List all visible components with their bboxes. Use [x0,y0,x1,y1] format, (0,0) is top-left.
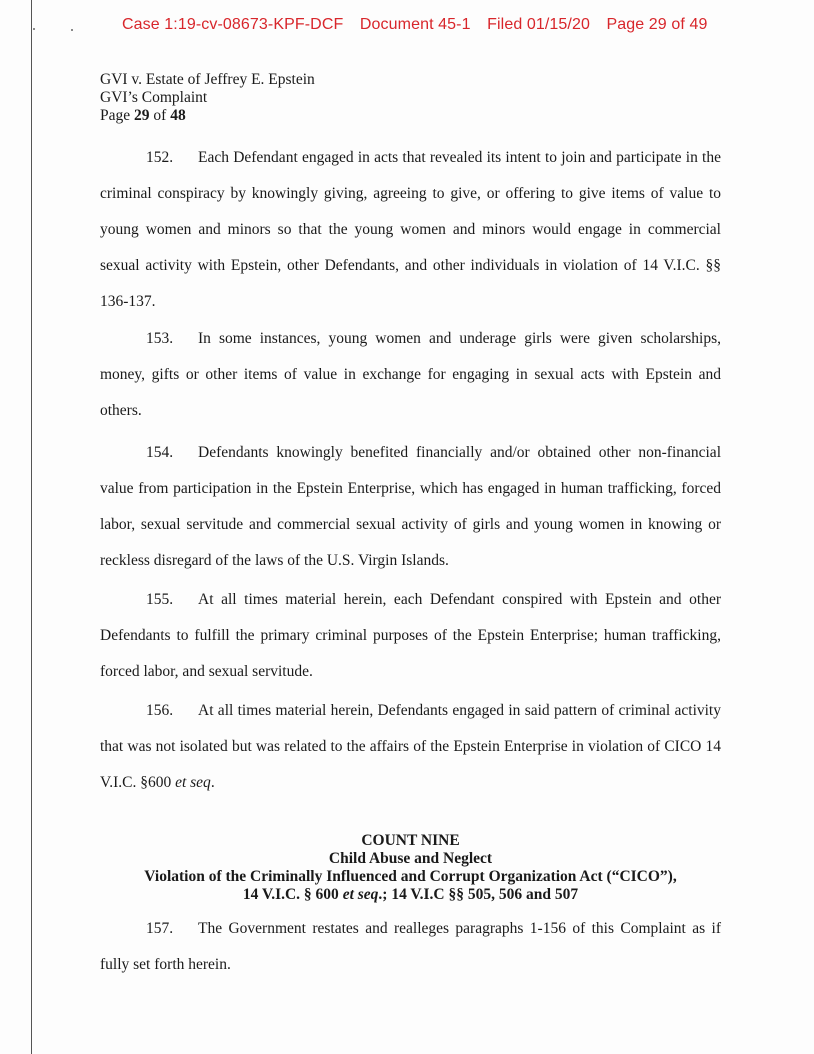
paragraph-number: 156. [146,702,174,719]
scan-speck [71,29,73,31]
count-subtitle: Child Abuse and Neglect [328,850,493,867]
paragraph-text: The Government restates and realleges paragraphs 1-156 of this Complaint as if fully set forth herein. [100,920,721,973]
page-label: Page [100,107,135,124]
scan-speck [33,28,35,30]
paragraph-end: . [210,774,215,791]
paragraph-text: In some instances, young women and underage girls were given scholarships, money, gifts or other items of value in exchange for engaging in sexual acts with Epstein and others. [100,330,721,419]
paragraph-152 [100,140,721,320]
paragraph-156 [100,693,721,801]
document-caption [100,71,315,125]
paragraph-text: At all times material herein, each Defendant conspired with Epstein and other Defendants to fulfill the primary criminal purposes of the Epstein Enterprise; human trafficking, forced labor, and sexual servitude. [100,591,721,680]
scan-edge-line [31,0,32,1054]
count-statute-line: Violation of the Criminally Influenced and Corrupt Organization Act (“CICO”), [144,868,677,885]
count-heading [100,832,721,904]
paragraph-number: 155. [146,591,174,608]
case-number: Case 1:19-cv-08673-KPF-DCF [122,16,344,33]
citation-et-seq: et seq [342,886,379,903]
page-current: 29 [134,107,150,124]
page-total: 48 [170,107,186,124]
citation-part-b: .; 14 V.I.C §§ 505, 506 and 507 [378,886,579,903]
paragraph-153 [100,321,721,429]
et-seq: et seq [175,774,211,791]
paragraph-number: 153. [146,330,174,347]
caption-document-title: GVI’s Complaint [100,89,208,106]
paragraph-number: 152. [146,149,174,166]
paragraph-154 [100,435,721,579]
paragraph-text: At all times material herein, Defendants engaged in said pattern of criminal activity that was not isolated but was related to the affairs of the Epstein Enterprise in violation of CICO 14 V.I.C. §600 [100,702,721,791]
paragraph-number: 157. [146,920,174,937]
paragraph-text: Defendants knowingly benefited financially and/or obtained other non-financial value from participation in the Epstein Enterprise, which has engaged in human trafficking, forced labor, sexual servitude and commercial sexual activity of girls and young women in knowing or reckless disregard of the laws of the U.S. Virgin Islands. [100,444,721,569]
count-title: COUNT NINE [361,832,460,849]
count-citation-line [100,886,721,904]
ecf-page-number: Page 29 of 49 [606,16,708,33]
paragraph-155 [100,582,721,690]
caption-case-title: GVI v. Estate of Jeffrey E. Epstein [100,71,315,88]
page-of: of [149,107,171,124]
filed-date: Filed 01/15/20 [487,16,590,33]
paragraph-number: 154. [146,444,174,461]
citation-part-a: 14 V.I.C. § 600 [242,886,343,903]
paragraph-text: Each Defendant engaged in acts that revealed its intent to join and participate in the criminal conspiracy by knowingly giving, agreeing to give, or offering to give items of value to young women and minors so that the young women and minors would engage in commercial sexual activity with Epstein, other Defendants, and other individuals in violation of 14 V.I.C. §§ 136-137. [100,149,721,310]
caption-page-line [100,107,315,125]
paragraph-157 [100,911,721,983]
ecf-filing-header [122,16,762,34]
document-number: Document 45-1 [359,16,471,33]
